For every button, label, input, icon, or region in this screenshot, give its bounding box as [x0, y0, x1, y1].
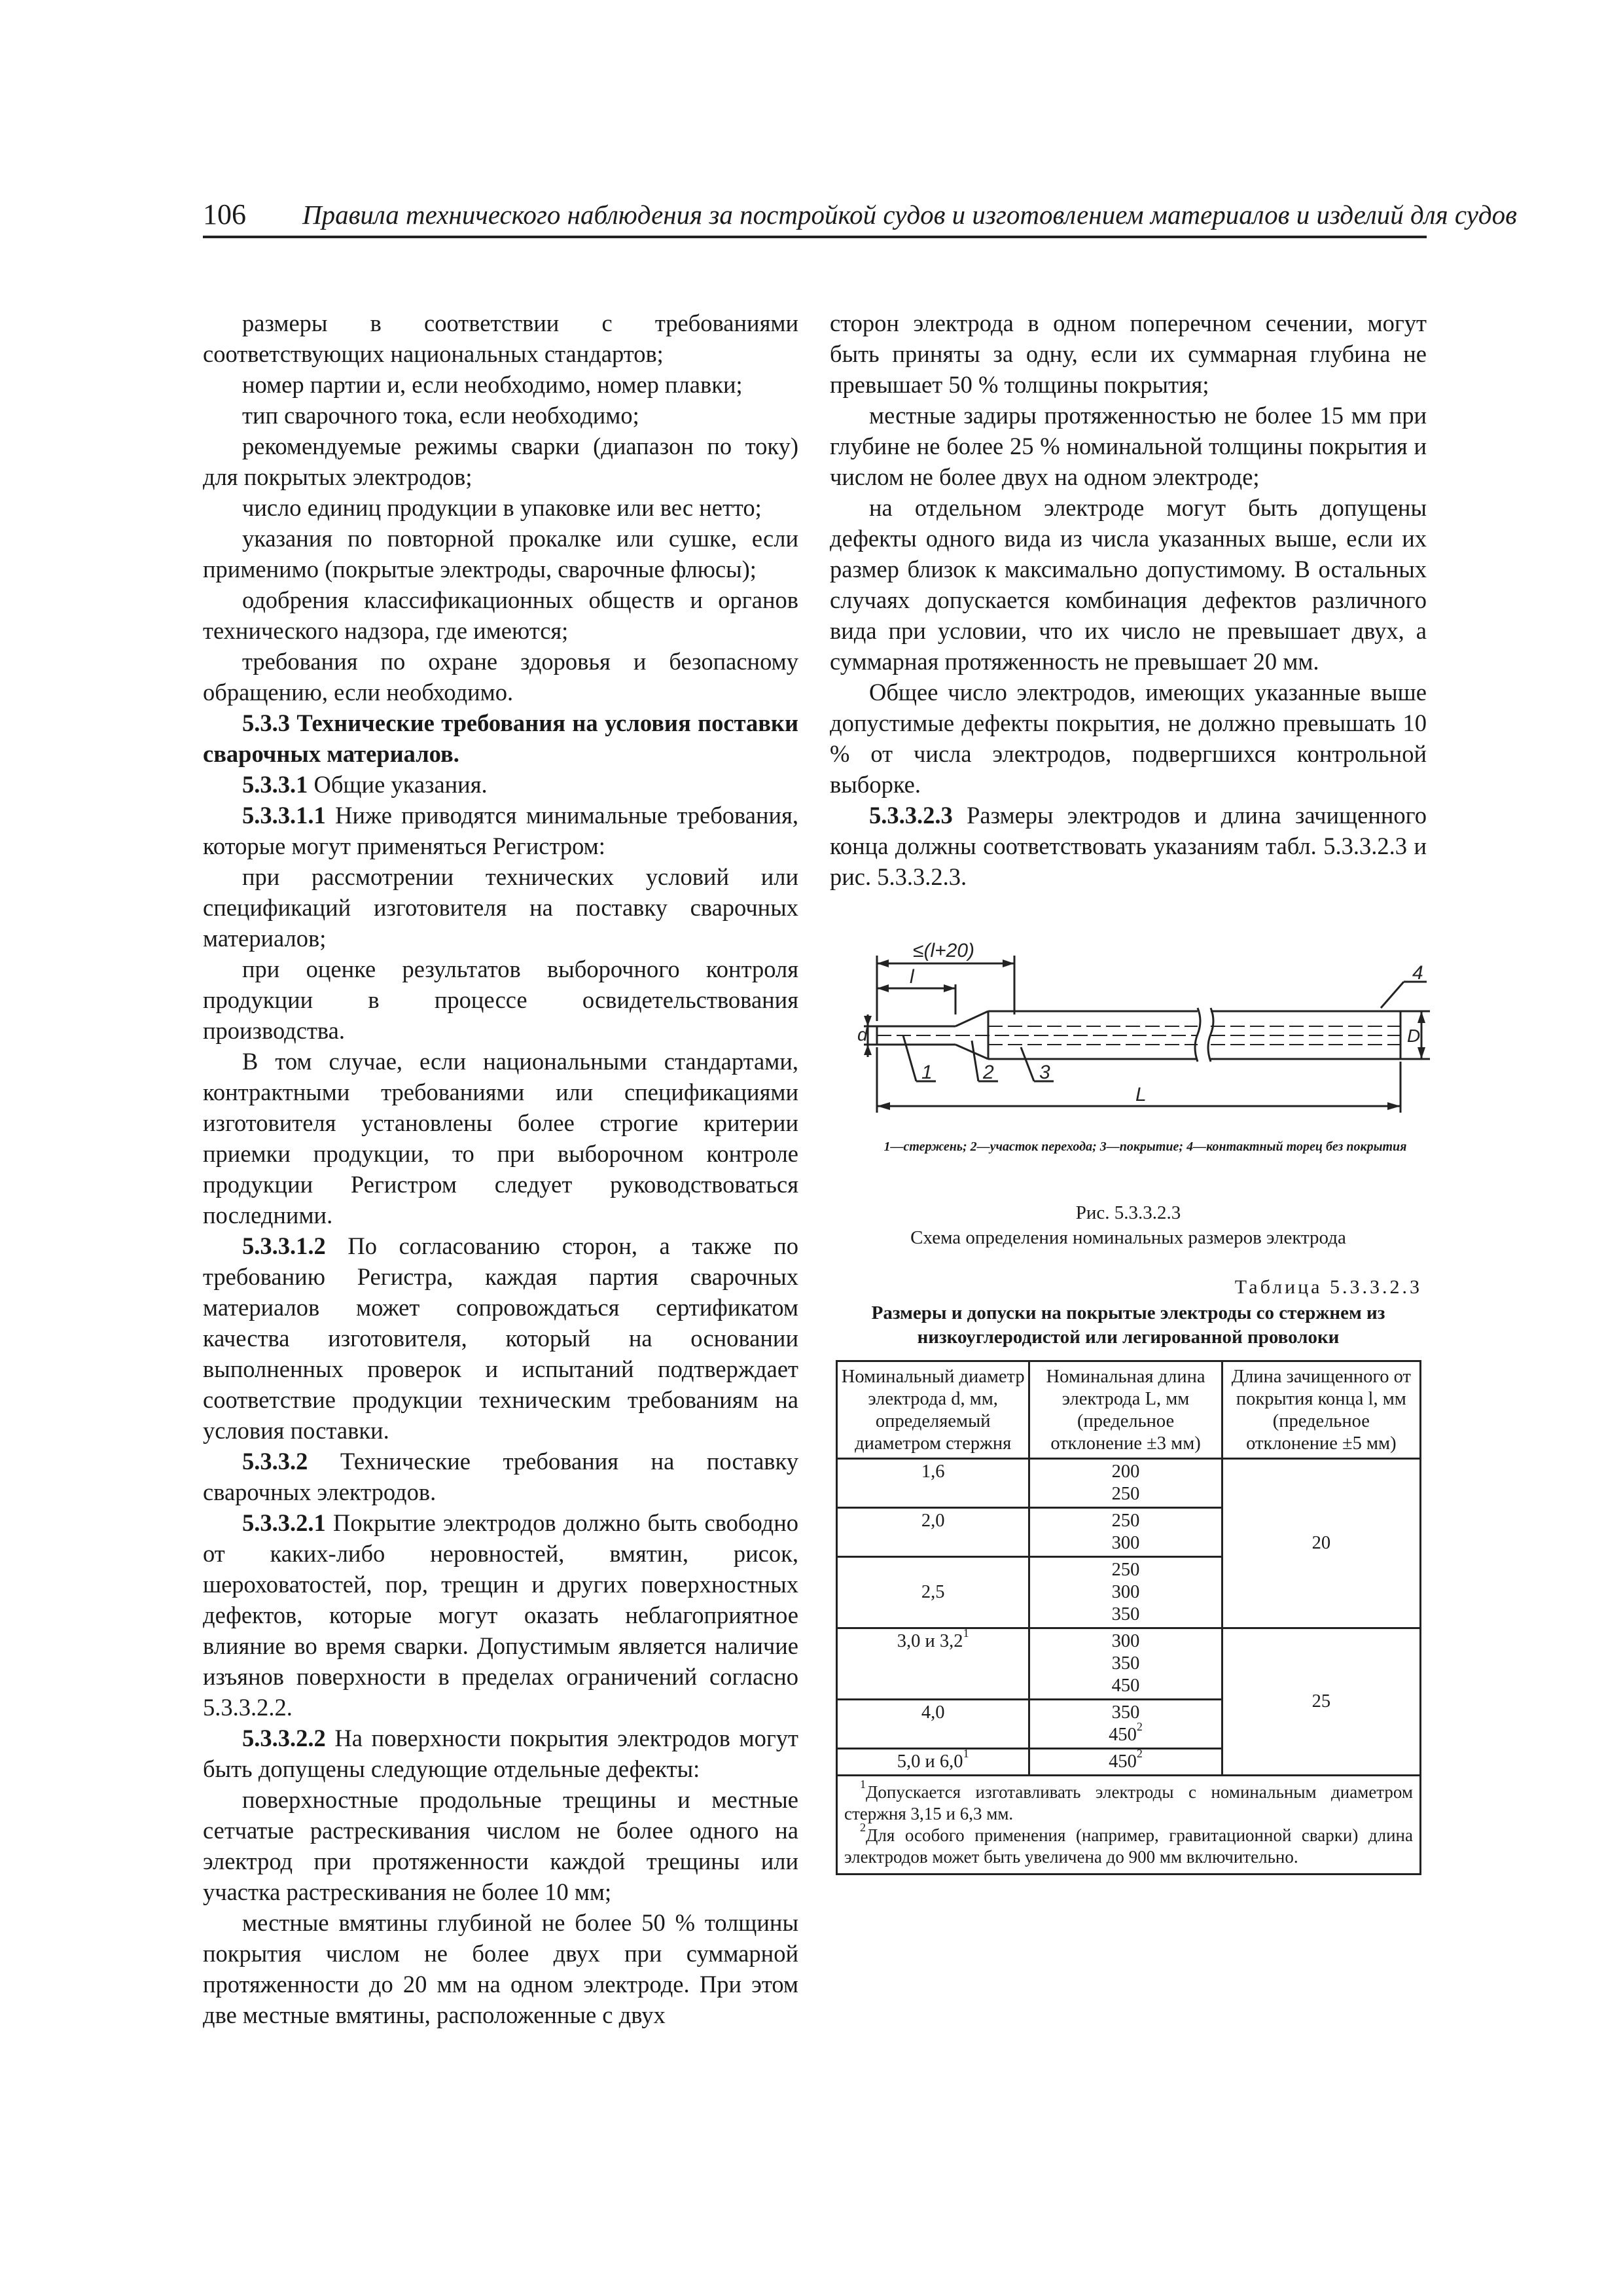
paragraph: при рассмотрении технических условий или спецификаций изготовителя на поставку сварочных материалов;: [203, 863, 798, 952]
cell-diameter: 2,5: [837, 1557, 1029, 1628]
header-length: Номинальная длина электрода L, мм (предельное отклонение ±3 мм): [1029, 1361, 1222, 1459]
page-header: [203, 196, 1517, 238]
callout-1: 1: [921, 1062, 933, 1083]
section-heading-5-3-3: [203, 708, 798, 769]
section-number: 5.3.3.2.1: [242, 1509, 326, 1536]
dimensions-table: [836, 1360, 1421, 1875]
length-value: 450: [1111, 1676, 1140, 1696]
paragraph: номер партии и, если необходимо, номер плавки;: [242, 371, 743, 398]
section-number: 5.3.3.2: [242, 1448, 308, 1475]
cell-length: [1029, 1459, 1222, 1508]
header-bare-end: Длина зачищенного от покрытия конца l, мм (предельное отклонение ±5 мм): [1222, 1361, 1420, 1459]
length-value: 350: [1111, 1702, 1140, 1723]
cell-bare-end: 25: [1222, 1628, 1420, 1776]
footnote-mark: 2: [860, 1821, 866, 1834]
length-value: 350: [1111, 1653, 1140, 1674]
cell-length: [1029, 1508, 1222, 1557]
length-value: 300: [1111, 1533, 1140, 1553]
section-number: 5.3.3.2.3: [869, 802, 953, 829]
subsection-5-3-3-2-2: [203, 1723, 798, 1784]
section-number: 5.3.3: [242, 709, 290, 736]
dim-d: d: [857, 1024, 868, 1045]
footnote-text: Допускается изготавливать электроды с номинальным диаметром стержня 3,15 и 6,3 мм.: [844, 1782, 1413, 1823]
footnote-mark: 1: [860, 1778, 866, 1791]
paragraph: требования по охране здоровья и безопасному обращению, если необходимо.: [203, 648, 798, 706]
section-number: 5.3.3.2.2: [242, 1725, 326, 1751]
figure-legend: 1—стержень; 2—участок перехода; 3—покрытие; 4—контактный торец без покрытия: [883, 1139, 1407, 1154]
callout-2: 2: [983, 1062, 994, 1083]
subsection-5-3-3-1-1: [203, 800, 798, 861]
cell-length: [1029, 1557, 1222, 1628]
cell-diameter: [837, 1749, 1029, 1776]
footnotes-cell: [837, 1776, 1421, 1874]
paragraph: местные вмятины глубиной не более 50 % толщины покрытия числом не более двух при суммарной протяженности до 20 мм на одном электроде. При этом две местные вмятины, расположенные с двух: [203, 1909, 798, 2028]
footnote-mark: 2: [1136, 1720, 1143, 1733]
section-text: На поверхности покрытия электродов могут быть допущены следующие отдельные дефекты:: [203, 1725, 798, 1782]
paragraph: сторон электрода в одном поперечном сечении, могут быть приняты за одну, если их суммарная глубина не превышает 50 % толщины покрытия;: [830, 310, 1427, 398]
subsection-5-3-3-2-1: [203, 1507, 798, 1723]
header-diameter: Номинальный диаметр электрода d, мм, определяемый диаметром стержня: [837, 1361, 1029, 1459]
section-number: 5.3.3.1.2: [242, 1232, 326, 1259]
table-header-row: [837, 1361, 1421, 1459]
section-title: Технические требования на условия поставки сварочных материалов.: [203, 709, 798, 767]
length-value: 300: [1111, 1582, 1140, 1602]
footnote-mark: 1: [963, 1626, 969, 1640]
footnote-mark: 2: [1136, 1747, 1143, 1760]
cell-length: [1029, 1749, 1222, 1776]
table-footnotes: [837, 1776, 1421, 1874]
length-value: 450: [1109, 1725, 1137, 1745]
cell-diameter: 2,0: [837, 1508, 1029, 1557]
section-text: Покрытие электродов должно быть свободно от каких-либо неровностей, вмятин, рисок, шероховатостей, пор, трещин и других поверхностных дефектов, которые могут оказать неблагоприятное влияние во время сварки. Допустимым является наличие изъянов поверхности в пределах ограничений согласно 5.3.3.2.2.: [203, 1509, 798, 1721]
cell-diameter: 4,0: [837, 1700, 1029, 1749]
figure-caption: [830, 1200, 1427, 1250]
table-row: [837, 1459, 1421, 1508]
cell-bare-end: 20: [1222, 1459, 1420, 1628]
length-value: 350: [1111, 1604, 1140, 1624]
paragraph: поверхностные продольные трещины и местные сетчатые растрескивания числом не более одного на электрод при протяженности каждой трещины или участка растрескивания не более 10 мм;: [203, 1786, 798, 1905]
section-text: Ниже приводятся минимальные требования, которые могут применяться Регистром:: [203, 802, 798, 859]
paragraph: число единиц продукции в упаковке или вес нетто;: [242, 494, 762, 521]
subsection-5-3-3-1-2: [203, 1230, 798, 1446]
length-value-with-note: [1033, 1720, 1218, 1746]
cell-diameter: [837, 1628, 1029, 1700]
dim-D: D: [1407, 1026, 1421, 1046]
length-value: 250: [1111, 1560, 1140, 1580]
dim-l-plus-20: ≤(l+20): [913, 940, 974, 961]
length-value: 200: [1111, 1462, 1140, 1482]
paragraph: при оценке результатов выборочного контроля продукции в процессе освидетельствования производства.: [203, 956, 798, 1044]
paragraph: одобрения классификационных обществ и органов технического надзора, где имеются;: [203, 586, 798, 644]
figure-title: Схема определения номинальных размеров электрода: [910, 1227, 1346, 1248]
footnote-mark: 1: [963, 1747, 969, 1760]
right-column: [830, 308, 1427, 892]
cell-diameter: 1,6: [837, 1459, 1029, 1508]
subsection-5-3-3-2: [203, 1446, 798, 1507]
running-title: Правила технического наблюдения за постройкой судов и изготовлением материалов и изделий для судов: [302, 200, 1517, 230]
callout-4: 4: [1412, 962, 1423, 984]
paragraph: тип сварочного тока, если необходимо;: [242, 402, 639, 429]
section-number: 5.3.3.1.1: [242, 802, 326, 829]
cell-length: [1029, 1700, 1222, 1749]
dim-l: l: [910, 966, 914, 988]
paragraph: размеры в соответствии с требованиями соответствующих национальных стандартов;: [203, 310, 798, 367]
paragraph: местные задиры протяженностью не более 15 мм при глубине не более 25 % номинальной толщины покрытия и числом не более двух на одном электроде;: [830, 402, 1427, 490]
subsection-5-3-3-2-3: [830, 800, 1427, 892]
diameter-value: 5,0 и 6,0: [897, 1751, 963, 1772]
paragraph: на отдельном электроде могут быть допущены дефекты одного вида из числа указанных выше, если их размер близок к максимально допустимому. В остальных случаях допускается комбинация дефектов различного вида при условии, что их число не превышает двух, а суммарная протяженность не превышает 20 мм.: [830, 494, 1427, 675]
length-value: 250: [1111, 1484, 1140, 1504]
section-title: Общие указания.: [313, 771, 488, 798]
dim-L: L: [1135, 1084, 1147, 1105]
figure-number: Рис. 5.3.3.2.3: [1075, 1202, 1181, 1223]
paragraph: Общее число электродов, имеющих указанные выше допустимые дефекты покрытия, не должно превышать 10 % от числа электродов, подвергшихся контрольной выборке.: [830, 679, 1427, 798]
footnote-text: Для особого применения (например, гравитационной сварки) длина электродов может быть увеличена до 900 мм включительно.: [844, 1825, 1413, 1867]
section-title: Технические требования на поставку сварочных электродов.: [203, 1448, 799, 1505]
section-text: Размеры электродов и длина зачищенного конца должны соответствовать указаниям табл. 5.3.3.2.3 и рис. 5.3.3.2.3.: [830, 802, 1427, 890]
section-text: По согласованию сторон, а также по требованию Регистра, каждая партия сварочных материалов может сопровождаться сертификатом качества изготовителя, который на основании выполненных проверок и испытаний подтверждает соответствие продукции техническим требованиям на условия поставки.: [203, 1232, 799, 1444]
left-column: [203, 308, 798, 2030]
callout-3: 3: [1039, 1062, 1050, 1083]
paragraph: указания по повторной прокалке или сушке, если применимо (покрытые электроды, сварочные флюсы);: [203, 525, 798, 583]
page-number: 106: [203, 198, 246, 230]
table-row: [837, 1628, 1421, 1700]
paragraph: В том случае, если национальными стандартами, контрактными требованиями или спецификациями изготовителя установлены более строгие критерии приемки продукции, то при выборочном контроле продукции Регистром следует руководствоваться последними.: [203, 1048, 798, 1229]
paragraph: рекомендуемые режимы сварки (диапазон по току) для покрытых электродов;: [203, 433, 798, 490]
section-number: 5.3.3.1: [242, 771, 308, 798]
length-value: 300: [1111, 1631, 1140, 1651]
length-value: 450: [1109, 1751, 1137, 1772]
table-label: Таблица 5.3.3.2.3: [1234, 1276, 1422, 1298]
table-title: Размеры и допуски на покрытые электроды со стержнем из низкоуглеродистой или легированной проволоки: [871, 1302, 1385, 1348]
diameter-value: 3,0 и 3,2: [897, 1631, 963, 1651]
footnote-2: [844, 1821, 1413, 1868]
cell-length: [1029, 1628, 1222, 1700]
footnote-1: [844, 1778, 1413, 1825]
subsection-5-3-3-1: [203, 769, 798, 800]
length-value: 250: [1111, 1511, 1140, 1531]
